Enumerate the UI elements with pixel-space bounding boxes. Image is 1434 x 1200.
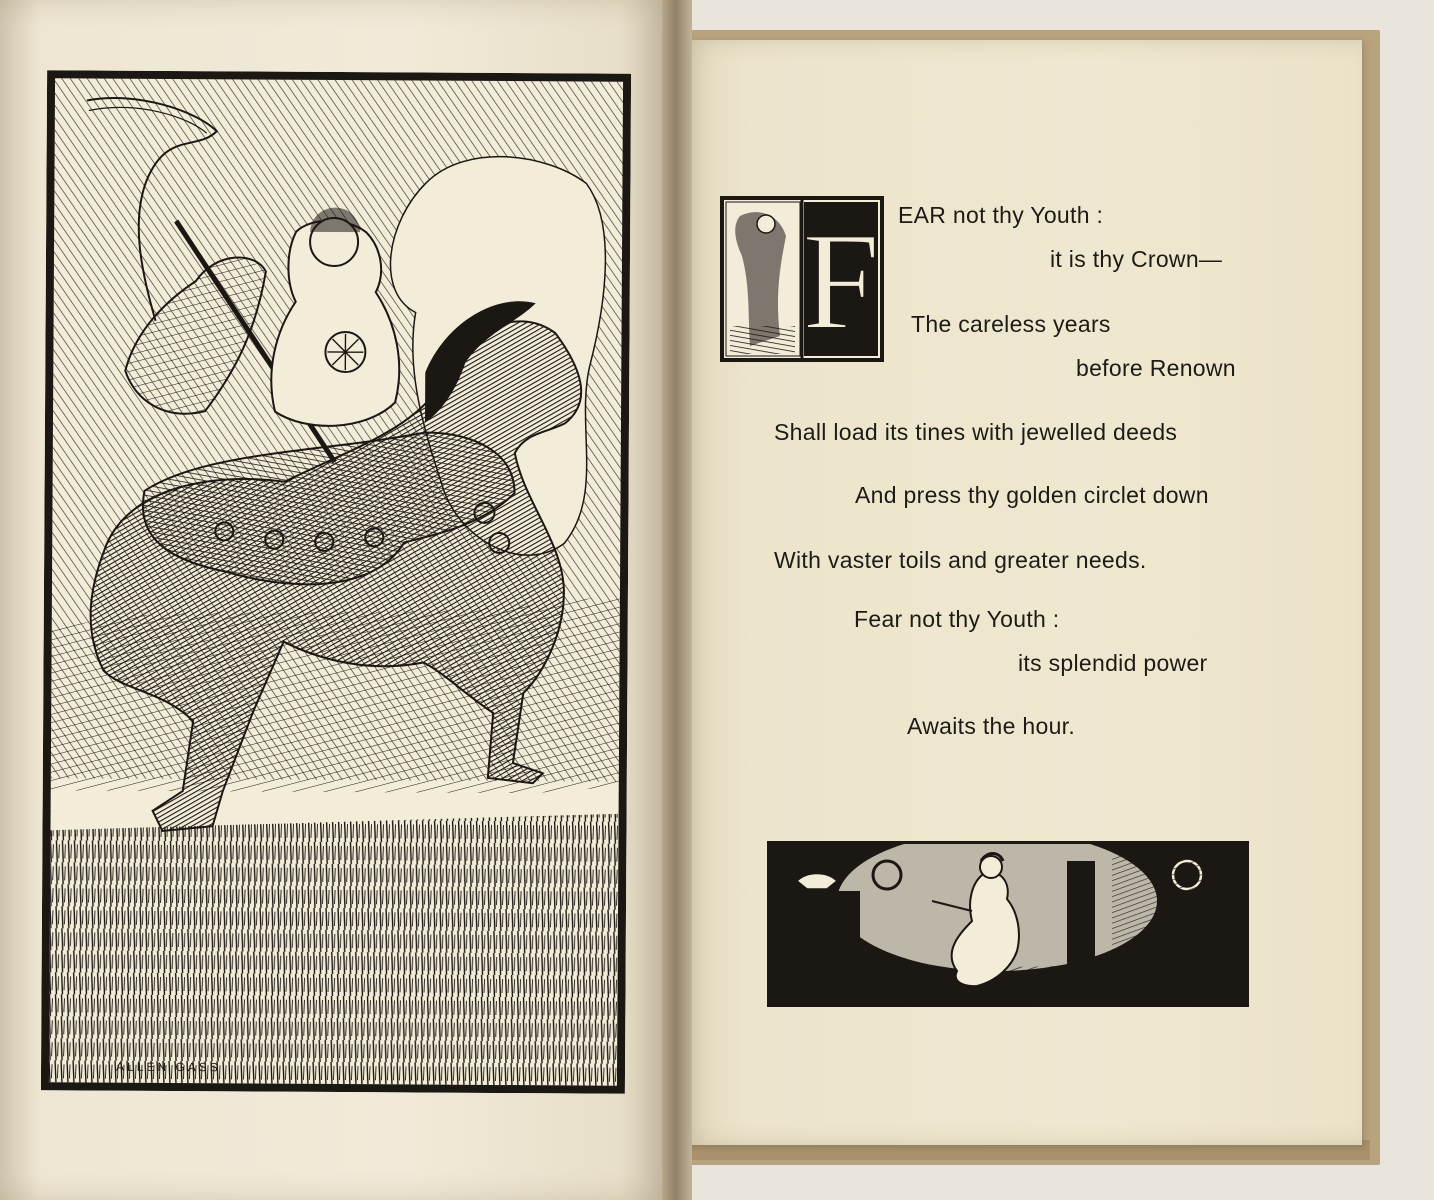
horse-rider-illustration — [41, 70, 631, 1094]
poem-line-6: And press thy golden circlet down — [855, 482, 1209, 508]
poem-line-8: Fear not thy Youth : — [854, 606, 1060, 632]
poem-line-2: it is thy Crown— — [1050, 246, 1223, 272]
poem-line-5: Shall load its tines with jewelled deeds — [774, 419, 1178, 445]
left-page-shadow — [0, 0, 40, 1200]
poem-line-4: before Renown — [1076, 355, 1236, 381]
artist-signature: ALLEN GASS — [115, 1059, 221, 1075]
poem-line-1: EAR not thy Youth : — [898, 202, 1104, 228]
drop-cap-letter: F — [802, 204, 880, 359]
poem-line-7: With vaster toils and greater needs. — [774, 547, 1147, 573]
poem-line-10: Awaits the hour. — [907, 713, 1076, 739]
decorated-drop-cap — [720, 196, 884, 362]
kneeling-figure-vignette — [767, 841, 1249, 1007]
poem — [720, 196, 1280, 776]
book-gutter — [662, 0, 692, 1200]
poem-line-9: its splendid power — [1018, 650, 1208, 676]
poem-line-3: The careless years — [911, 311, 1111, 337]
